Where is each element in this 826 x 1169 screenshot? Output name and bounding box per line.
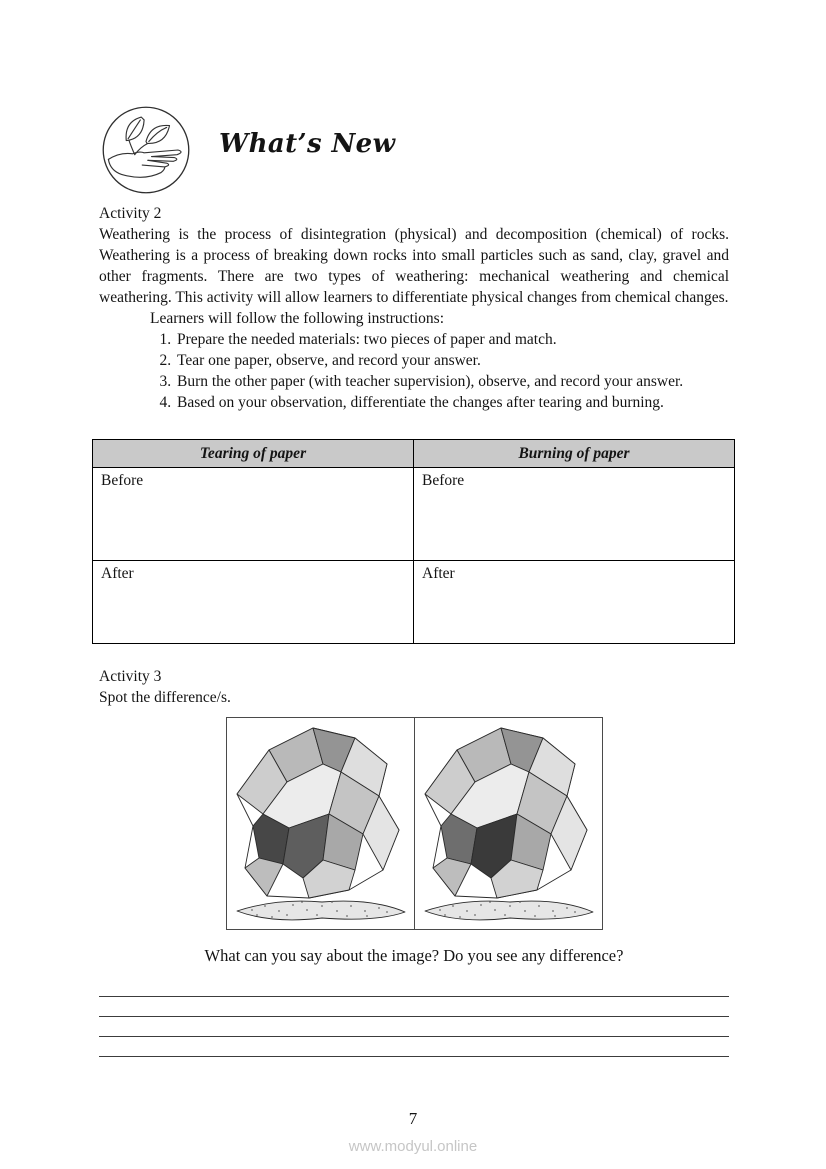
page-title: What’s New: [219, 129, 396, 159]
observation-table: [92, 439, 735, 644]
table-header-tearing: Tearing of paper: [93, 440, 414, 468]
table-header-row: [93, 440, 735, 468]
page-number: 7: [408, 1109, 418, 1128]
cell-burning-before: Before: [414, 468, 735, 561]
spot-difference-images: [99, 717, 729, 930]
instructions-lead: Learners will follow the following instructions:: [150, 310, 445, 327]
cell-burning-after: After: [414, 561, 735, 644]
section-header: [0, 0, 826, 197]
instruction-step-4: 4. Based on your observation, differentiate the changes after tearing and burning.: [175, 392, 729, 413]
activity3-label: Activity 3: [99, 668, 162, 685]
cell-tearing-after: After: [93, 561, 414, 644]
answer-lines: [99, 977, 729, 1057]
hand-leaf-logo-icon: [99, 103, 193, 197]
image-question: What can you say about the image? Do you see any difference?: [204, 946, 624, 965]
cell-tearing-before: Before: [93, 468, 414, 561]
instructions-list: [151, 329, 729, 413]
page-content: [99, 203, 729, 1057]
activity2-label: Activity 2: [99, 205, 162, 222]
activity2-intro-paragraph: Weathering is the process of disintegration (physical) and decomposition (chemical) of rocks. Weathering is a process of breaking down rocks into small particles such as sand, clay, gravel and other fragments. There are two types of weathering: mechanical weathering and chemical weathering. This activity will allow learners to differentiate physical changes from chemical changes.: [99, 226, 729, 306]
table-row-before: [93, 468, 735, 561]
activity3-subtitle: Spot the difference/s.: [99, 689, 231, 706]
instruction-step-3: 3. Burn the other paper (with teacher supervision), observe, and record your answer.: [175, 371, 729, 392]
rock-image-left: [226, 717, 415, 930]
table-header-burning: Burning of paper: [414, 440, 735, 468]
answer-line-4: [99, 1037, 729, 1057]
answer-line-1: [99, 977, 729, 997]
instruction-step-2: 2. Tear one paper, observe, and record your answer.: [175, 350, 729, 371]
website-watermark: www.modyul.online: [348, 1138, 478, 1155]
page-footer: [0, 1109, 826, 1155]
answer-line-2: [99, 997, 729, 1017]
answer-line-3: [99, 1017, 729, 1037]
rock-image-right: [414, 717, 603, 930]
table-row-after: [93, 561, 735, 644]
instruction-step-1: 1. Prepare the needed materials: two pieces of paper and match.: [175, 329, 729, 350]
